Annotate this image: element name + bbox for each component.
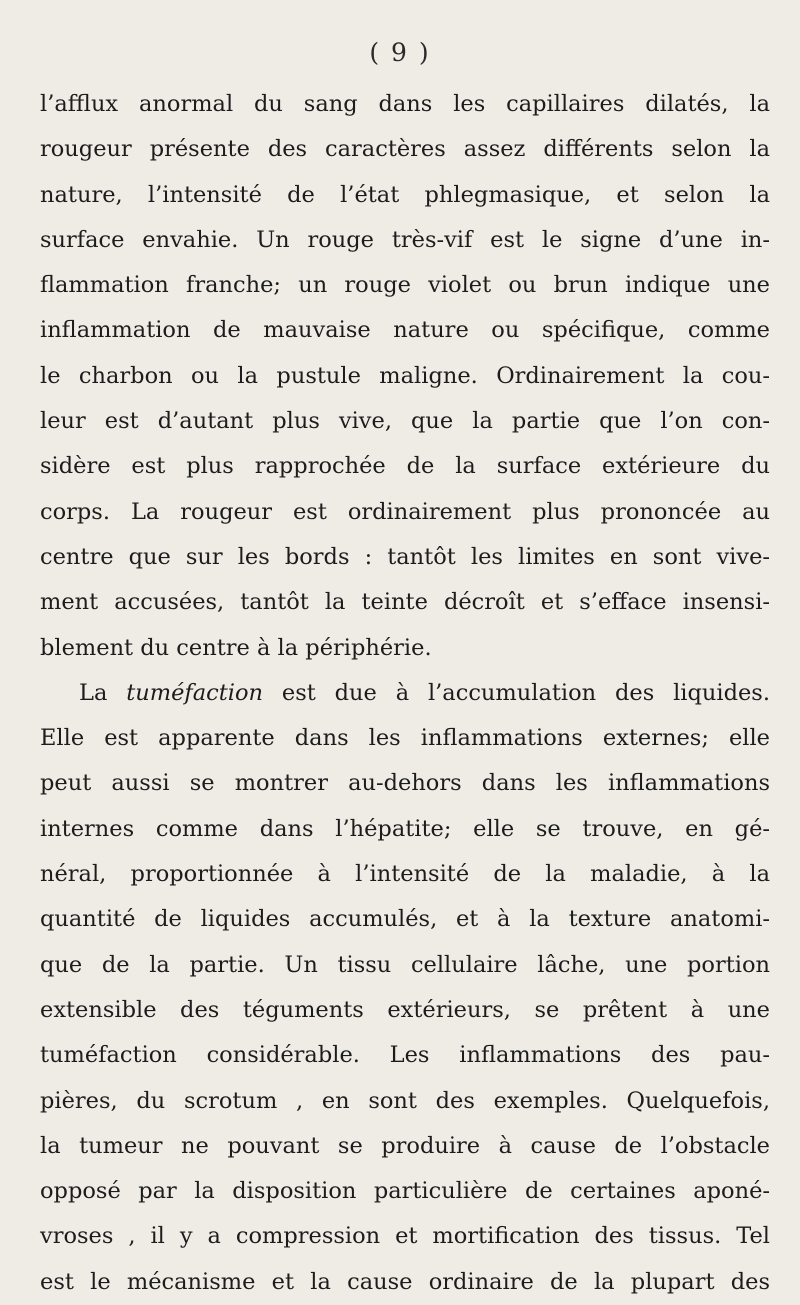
text-line: que de la partie. Un tissu cellulaire lâche, une portion — [40, 951, 770, 978]
text-line: Elle est apparente dans les inflammations externes; elle — [40, 725, 770, 752]
text-line: internes comme dans l’hépatite; elle se trouve, en gé- — [40, 815, 770, 842]
paragraph-end-line: blement du centre à la périphérie. — [40, 634, 432, 661]
text-line: flammation franche; un rouge violet ou brun indique une — [40, 272, 770, 299]
text-line: centre que sur les bords : tantôt les limites en sont vive- — [40, 543, 770, 570]
text-line: surface envahie. Un rouge très-vif est le signe d’une in- — [40, 226, 770, 253]
text-fragment: La — [79, 679, 127, 706]
paragraph-start-line — [40, 671, 770, 716]
text-line: tuméfaction considérable. Les inflammations des pau- — [40, 1042, 770, 1069]
text-line: corps. La rougeur est ordinairement plus prononcée au — [40, 498, 770, 525]
text-fragment: est due à l’accumulation des liquides. — [263, 679, 770, 706]
text-line: ment accusées, tantôt la teinte décroît et s’efface insensi- — [40, 589, 770, 616]
text-line: vroses , il y a compression et mortification des tissus. Tel — [40, 1223, 770, 1250]
text-line: opposé par la disposition particulière de certaines aponé- — [40, 1178, 770, 1205]
text-line: pières, du scrotum , en sont des exemples. Quelquefois, — [40, 1087, 770, 1114]
text-line: leur est d’autant plus vive, que la partie que l’on con- — [40, 408, 770, 435]
text-line: sidère est plus rapprochée de la surface extérieure du — [40, 453, 770, 480]
text-line: extensible des téguments extérieurs, se prêtent à une — [40, 996, 770, 1023]
text-line: le charbon ou la pustule maligne. Ordinairement la cou- — [40, 362, 770, 389]
text-line: la tumeur ne pouvant se produire à cause de l’obstacle — [40, 1132, 770, 1159]
text-line: quantité de liquides accumulés, et à la texture anatomi- — [40, 906, 770, 933]
body-text — [40, 82, 770, 1305]
text-line: inflammation de mauvaise nature ou spécifique, comme — [40, 317, 770, 344]
text-line: néral, proportionnée à l’intensité de la maladie, à la — [40, 861, 770, 888]
text-line: rougeur présente des caractères assez différents selon la — [40, 136, 770, 163]
page-number: ( 9 ) — [369, 38, 431, 67]
italic-term: tuméfaction — [126, 679, 264, 706]
text-line: peut aussi se montrer au-dehors dans les inflammations — [40, 770, 770, 797]
text-line: nature, l’intensité de l’état phlegmasique, et selon la — [40, 181, 770, 208]
text-line: l’afflux anormal du sang dans les capillaires dilatés, la — [40, 91, 770, 117]
text-line: est le mécanisme et la cause ordinaire de la plupart des — [40, 1268, 770, 1295]
